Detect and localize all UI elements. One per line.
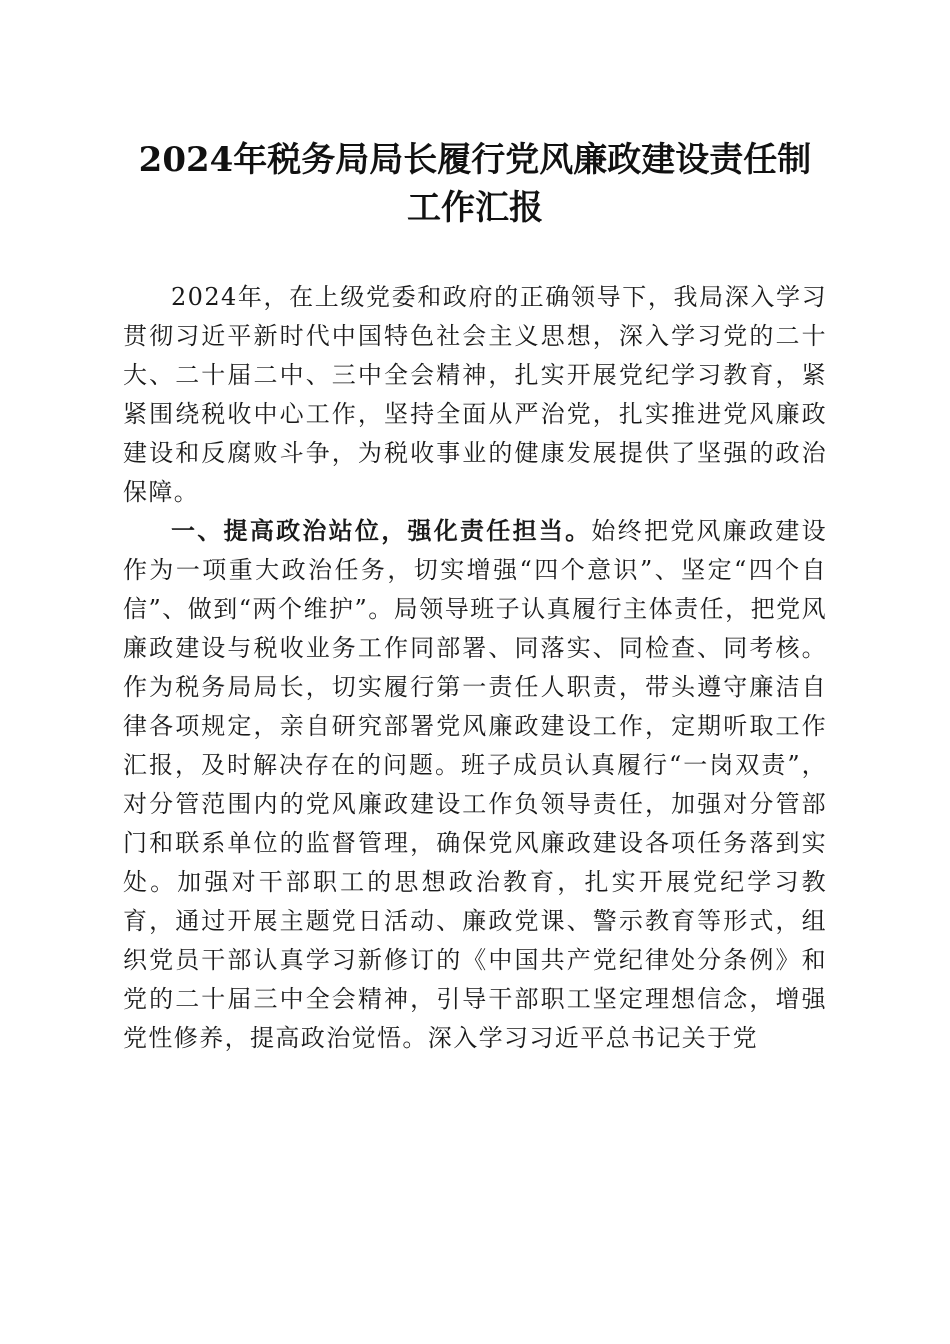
- title-line-2: 工作汇报: [407, 188, 543, 228]
- intro-paragraph: 2024年，在上级党委和政府的正确领导下，我局深入学习贯彻习近平新时代中国特色社会主义思想，深入学习党的二十大、二十届二中、三中全会精神，扎实开展党纪学习教育，紧紧围绕税收中心工作，坚持全面从严治党，扎实推进党风廉政建设和反腐败斗争，为税收事业的健康发展提供了坚强的政治保障。: [123, 283, 827, 506]
- document-body: [123, 278, 827, 1058]
- section-1-text: 始终把党风廉政建设作为一项重大政治任务，切实增强“四个意识”、坚定“四个自信”、做到“两个维护”。局领导班子认真履行主体责任，把党风廉政建设与税收业务工作同部署、同落实、同检查、同考核。作为税务局局长，切实履行第一责任人职责，带头遵守廉洁自律各项规定，亲自研究部署党风廉政建设工作，定期听取工作汇报，及时解决存在的问题。班子成员认真履行“一岗双责”，对分管范围内的党风廉政建设工作负领导责任，加强对分管部门和联系单位的监督管理，确保党风廉政建设各项任务落到实处。加强对干部职工的思想政治教育，扎实开展党纪学习教育，通过开展主题党日活动、廉政党课、警示教育等形式，组织党员干部认真学习新修订的《中国共产党纪律处分条例》和党的二十届三中全会精神，引导干部职工坚定理想信念，增强党性修养，提高政治觉悟。深入学习习近平总书记关于党: [123, 517, 827, 1052]
- section-1-paragraph: [123, 512, 827, 1058]
- section-1-heading: 一、提高政治站位，强化责任担当。: [171, 517, 592, 545]
- document-title: [100, 136, 850, 232]
- title-line-1: 2024年税务局局长履行党风廉政建设责任制: [138, 140, 812, 180]
